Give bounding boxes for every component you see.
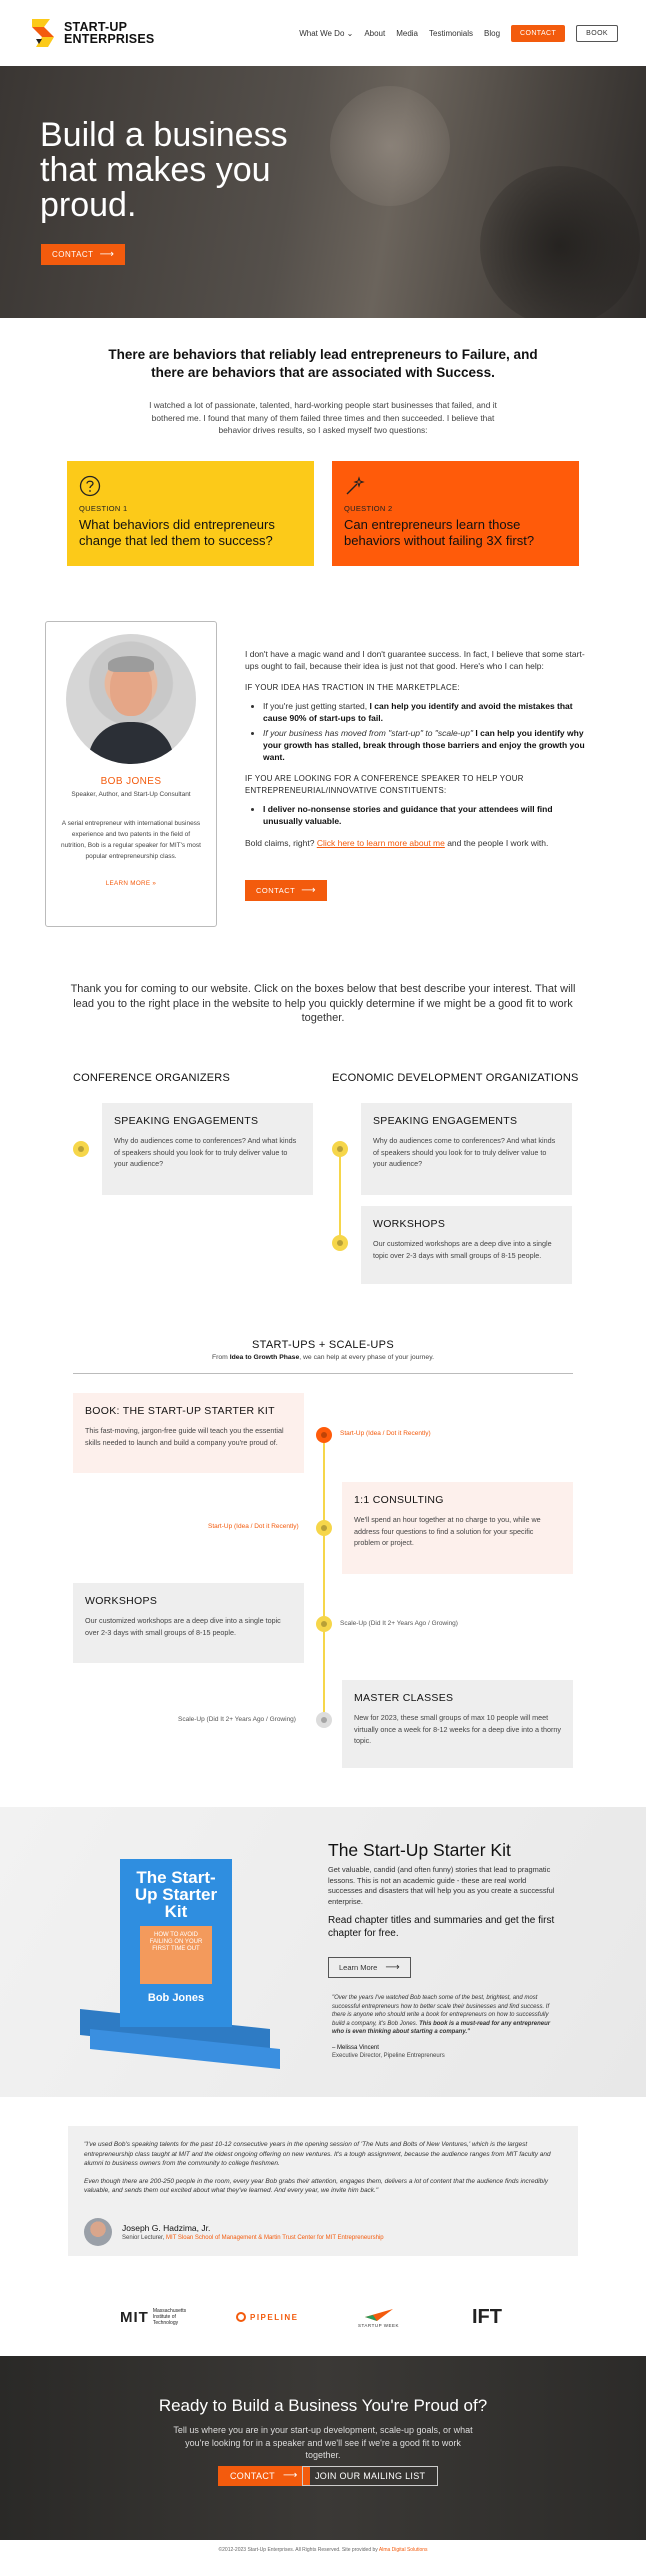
bio-paragraph-1: I don't have a magic wand and I don't guarantee success. In fact, I believe that some start-ups ought to fail, because their idea is just not that good. Here's who I can help:: [245, 649, 585, 671]
kit-title: The Start-Up Starter Kit: [328, 1840, 511, 1860]
startup-workshops-card[interactable]: [73, 1583, 304, 1663]
intro-text: I watched a lot of passionate, talented, hard-working people start businesses that failed, and it bothered me. I found that many of them failed three times and then succeeded. I believe that behavior drives results, so I asked myself two questions:: [149, 400, 497, 435]
quote-author: – Melissa Vincent: [332, 2045, 379, 2051]
nav-about[interactable]: About: [364, 28, 386, 38]
testimonial-role: Senior Lecturer, MIT Sloan School of Management & Martin Trust Center for MIT Entrepreneurship: [122, 2235, 384, 2241]
book-cover-subtitle: HOW TO AVOID FAILING ON YOUR FIRST TIME OUT: [140, 1926, 212, 1984]
card-text: Why do audiences come to conferences? And what kinds of speakers should you look for to truly deliver value to your audience?: [114, 1136, 297, 1168]
card-title: SPEAKING ENGAGEMENTS: [114, 1115, 259, 1127]
card-text: New for 2023, these small groups of max 10 people will meet virtually once a week for 8-12 weeks for a deep dive into a thorny topic.: [354, 1713, 561, 1745]
startups-title: START-UPS + SCALE-UPS: [252, 1339, 394, 1351]
site-header: [0, 0, 646, 66]
economic-development-heading: ECONOMIC DEVELOPMENT ORGANIZATIONS: [332, 1072, 579, 1084]
pipeline-icon: [236, 2312, 246, 2322]
bob-jones-photo: [66, 634, 196, 764]
bio-paragraph-2: Bold claims, right? Click here to learn more about me and the people I work with.: [245, 838, 549, 848]
paper-plane-icon: [363, 2307, 395, 2323]
timeline-line: [339, 1149, 341, 1243]
nav-contact-button[interactable]: CONTACT: [511, 25, 565, 42]
testimonial-text-2: Even though there are 200-250 people in the room, every year Bob grabs their attention, engages them, delivers a lot of content that the audience finds incredibly valuable, and sends them out excited about what they've learned. And every year, we invite him back.": [84, 2177, 548, 2194]
logo-line2: ENTERPRISES: [64, 32, 155, 46]
conference-speaking-card[interactable]: [102, 1103, 313, 1195]
timeline-label: Scale-Up (Did It 2+ Years Ago / Growing): [178, 1716, 296, 1723]
learn-more-button[interactable]: Learn More ⟶: [328, 1957, 411, 1978]
bio-list-1: [263, 700, 590, 763]
bio-contact-button[interactable]: CONTACT ⟶: [245, 880, 327, 901]
card-title: BOOK: THE START-UP STARTER KIT: [85, 1405, 275, 1417]
cta-title: Ready to Build a Business You're Proud of?: [158, 2396, 488, 2415]
question-1-card[interactable]: [67, 461, 314, 566]
card-title: 1:1 CONSULTING: [354, 1494, 444, 1506]
startups-subtitle: From Idea to Growth Phase, we can help at every phase of your journey.: [211, 1354, 434, 1361]
economic-workshops-card[interactable]: [361, 1206, 572, 1284]
arrow-right-icon: ⟶: [385, 1961, 400, 1973]
bio-description: A serial entrepreneur with international business experience and two patents in the field of nutrition, Bob is a regular speaker for MIT's most popular entrepreneurship class.: [61, 820, 201, 860]
card-text: This fast-moving, jargon-free guide will teach you the essential skills needed to launch and build a company you're proud of.: [85, 1426, 284, 1447]
kit-cta-text: Read chapter titles and summaries and get the first chapter for free.: [328, 1915, 555, 1939]
timeline-dot: [73, 1141, 89, 1157]
card-title: WORKSHOPS: [373, 1218, 446, 1230]
kit-text: Get valuable, candid (and often funny) stories that lead to pragmatic lessons. This is not an academic guide - these are real world successes and disasters that will help you as you create a successful enterprise.: [328, 1865, 555, 1906]
logo-line1: START-UP: [64, 20, 128, 34]
conference-organizers-heading: CONFERENCE ORGANIZERS: [73, 1072, 230, 1084]
timeline-label: Start-Up (Idea / Dot it Recently): [340, 1430, 431, 1437]
testimonial-text-1: "I've used Bob's speaking talents for the past 10-12 consecutive years in the opening session of 'The Nuts and Bolts of New Ventures,' which is the largest entrepreneurship class taught at MIT and the oldest ongoing offering on new ventures. It's a tough assignment, because the audience ranges from MIT faculty and alumni to business owners from the community to college freshmen.: [84, 2141, 551, 2167]
question-mark-icon: [79, 475, 101, 497]
timeline-label: Start-Up (Idea / Dot it Recently): [208, 1523, 299, 1530]
logo-icon: [28, 15, 58, 51]
cta-text: Tell us where you are in your start-up development, scale-up goals, or what you're looking for in a speaker and we'll see if we're a good fit to work together.: [173, 2425, 473, 2460]
question-2-card[interactable]: [332, 461, 579, 566]
startup-week-logo: STARTUP WEEK: [358, 2302, 399, 2332]
main-nav: [299, 25, 618, 42]
magic-wand-icon: [344, 475, 366, 497]
book-cover-author: Bob Jones: [147, 1992, 205, 2004]
card-text: We'll spend an hour together at no charge to you, while we address four questions to find a solution for your specific problem or project.: [354, 1515, 541, 1547]
learn-more-link[interactable]: LEARN MORE »: [105, 880, 157, 887]
bio-role: Speaker, Author, and Start-Up Consultant: [71, 791, 191, 798]
question-1-title: What behaviors did entrepreneurs change that led them to success?: [79, 517, 275, 548]
timeline-label: Scale-Up (Did It 2+ Years Ago / Growing): [340, 1620, 458, 1627]
arrow-right-icon: ⟶: [99, 248, 115, 260]
footer-credit-link[interactable]: Alma Digital Solutions: [378, 2547, 428, 2553]
join-mailing-list-button[interactable]: JOIN OUR MAILING LIST: [302, 2466, 438, 2486]
card-title: MASTER CLASSES: [354, 1692, 454, 1704]
bio-caption-1: IF YOUR IDEA HAS TRACTION IN THE MARKETPLACE:: [245, 683, 460, 692]
nav-what-we-do[interactable]: What We Do ⌄: [299, 28, 354, 38]
card-text: Our customized workshops are a deep dive into a single topic over 2-3 days with small groups of 8-15 people.: [85, 1616, 281, 1637]
intro-title: There are behaviors that reliably lead entrepreneurs to Failure, and there are behaviors that are associated with Success.: [108, 347, 538, 380]
pipeline-logo: PIPELINE: [236, 2302, 298, 2332]
bio-caption-2: IF YOU ARE LOOKING FOR A CONFERENCE SPEAKER TO HELP YOUR ENTREPRENEURIAL/INNOVATIVE CONSTITUENTS:: [245, 774, 524, 795]
card-text: Why do audiences come to conferences? And what kinds of speakers should you look for to truly deliver value to your audience?: [373, 1136, 556, 1168]
nav-testimonials[interactable]: Testimonials: [429, 28, 474, 38]
arrow-right-icon: ⟶: [301, 884, 317, 896]
startup-timeline-line: [323, 1435, 325, 1720]
nav-blog[interactable]: Blog: [484, 28, 501, 38]
footer: ©2012-2023 Start-Up Enterprises. All Rights Reserved. Site provided by Alma Digital Solutions: [0, 2540, 646, 2560]
book-cover-title: The Start-Up Starter Kit: [134, 1868, 218, 1921]
bio-list-item: • I deliver no-nonsense stories and guidance that your attendees will find unusually valuable.: [263, 803, 590, 827]
question-2-label: QUESTION 2: [344, 504, 393, 513]
book-starter-kit-card[interactable]: [73, 1393, 304, 1473]
economic-speaking-card[interactable]: [361, 1103, 572, 1195]
consulting-card[interactable]: [342, 1482, 573, 1574]
book-cover-image: [80, 1859, 290, 2079]
kit-quote: "Over the years I've watched Bob teach some of the best, brightest, and most successful entrepreneurs how to better scale their businesses and find success. If there is anyone who should write a book for entrepreneurs on how to successfully build a company, it's Bob Jones. This book is a must-read for any entrepreneur who is even thinking about starting a company.": [332, 1995, 551, 2036]
card-title: WORKSHOPS: [85, 1595, 158, 1607]
bio-list-item: • If you're just getting started, I can help you identify and avoid the mistakes that cause 90% of start-ups to fail.: [263, 700, 590, 724]
partner-logos: [0, 2302, 646, 2332]
hero-title: Build a business that makes you proud.: [40, 116, 288, 224]
question-2-title: Can entrepreneurs learn those behaviors without failing 3X first?: [344, 517, 535, 548]
timeline-dot: [316, 1616, 332, 1632]
starter-kit-section: [0, 1807, 646, 2097]
thanks-text: Thank you for coming to our website. Click on the boxes below that best describe your interest. That will lead you to the right place in the website to help you quickly determine if we might be a good fit to work together.: [70, 983, 576, 1024]
master-classes-card[interactable]: [342, 1680, 573, 1768]
logo[interactable]: [28, 15, 154, 51]
bio-list-2: [263, 803, 590, 827]
quote-author-role: Executive Director, Pipeline Entrepreneurs: [332, 2053, 445, 2059]
hero: [0, 66, 646, 318]
nav-book-button[interactable]: BOOK: [576, 25, 618, 42]
mit-logo: MIT Massachusetts Institute of Technology: [120, 2308, 187, 2326]
timeline-dot: [316, 1520, 332, 1536]
cta-contact-button[interactable]: CONTACT ⟶: [218, 2466, 310, 2486]
testimonial-name: Joseph G. Hadzima, Jr.: [122, 2223, 211, 2233]
card-text: Our customized workshops are a deep dive into a single topic over 2-3 days with small groups of 8-15 people.: [373, 1239, 552, 1260]
cta-section: [0, 2356, 646, 2540]
avatar: [84, 2218, 112, 2246]
card-title: SPEAKING ENGAGEMENTS: [373, 1115, 518, 1127]
timeline-dot: [316, 1712, 332, 1728]
timeline-dot: [332, 1141, 348, 1157]
learn-more-about-me-link[interactable]: Click here to learn more about me: [316, 838, 445, 848]
timeline-dot: [316, 1427, 332, 1443]
bio-text: [245, 648, 590, 859]
hero-background-image: [330, 86, 450, 206]
testimonial-person: [84, 2218, 384, 2246]
bio-list-item: • If your business has moved from "start-up" to "scale-up" I can help you identify why your growth has stalled, break through those barriers and enjoy the growth you want.: [263, 727, 590, 763]
timeline-dot: [332, 1235, 348, 1251]
question-1-label: QUESTION 1: [79, 504, 128, 513]
arrow-right-icon: ⟶: [282, 2470, 298, 2481]
nav-media[interactable]: Media: [396, 28, 419, 38]
bio-name: BOB JONES: [100, 776, 162, 787]
divider: [73, 1373, 573, 1374]
testimonial-card: [68, 2126, 578, 2256]
ift-logo: IFT: [472, 2305, 502, 2328]
bio-card: [45, 621, 217, 927]
hero-contact-button[interactable]: CONTACT ⟶: [41, 244, 125, 265]
